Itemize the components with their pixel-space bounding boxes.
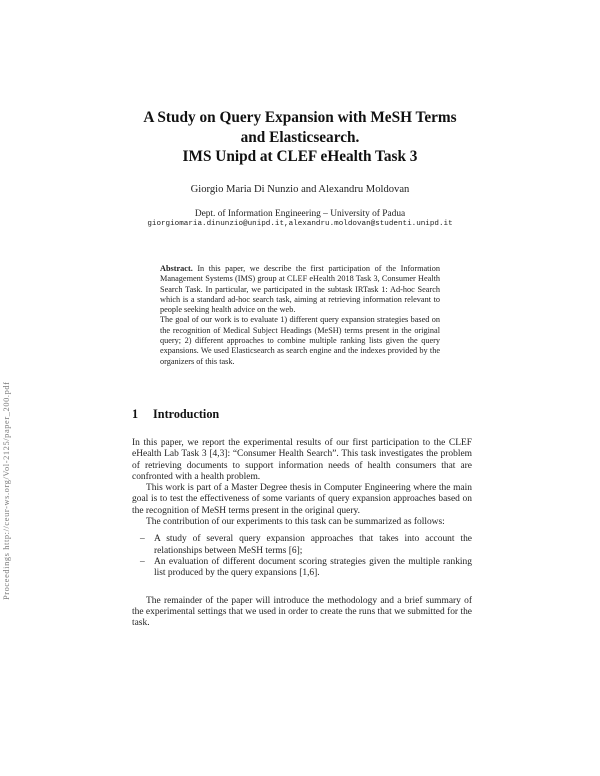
paper-title xyxy=(100,108,500,167)
body-paragraph: The contribution of our experiments to this task can be summarized as follows: xyxy=(146,517,445,528)
title-line: and Elasticsearch. xyxy=(240,128,360,146)
abstract-paragraph: The goal of our work is to evaluate 1) different query expansion strategies based on the recognition of Medical Subject Headings (MeSH) terms present in the original query; 2) different approaches to combine multiple ranking lists given the query expansions. We used Elasticsearch as search engine and the indexes provided by the organizers of this task. xyxy=(160,315,440,366)
body-paragraph: The remainder of the paper will introduce the methodology and a brief summary of the experimental settings that we used in order to create the runs that we submitted for the task. xyxy=(132,595,472,629)
abstract-paragraph xyxy=(160,264,440,315)
section-title: Introduction xyxy=(153,407,220,421)
contribution-list xyxy=(132,534,472,579)
abstract-label: Abstract. xyxy=(160,264,193,273)
emails: giorgiomaria.dinunzio@unipd.it,alexandru.moldovan@studenti.unipd.it xyxy=(147,220,453,228)
section-number: 1 xyxy=(132,407,139,421)
authors: Giorgio Maria Di Nunzio and Alexandru Moldovan xyxy=(190,184,410,195)
body-paragraph: In this paper, we report the experimental results of our first participation to the CLEF eHealth Lab Task 3 [4,3]: “Consumer Health Search”. This task investigates the problem of retrieving documents to support information needs of health consumers that are confronted with a health problem. xyxy=(132,438,472,482)
sidebar-stamp-text: Proceedings http://ceur-ws.org/Vol-2125/paper_200.pdf xyxy=(2,381,11,600)
list-item xyxy=(132,557,472,580)
title-line: A Study on Query Expansion with MeSH Terms xyxy=(143,109,457,126)
abstract xyxy=(160,264,440,367)
list-item xyxy=(132,534,472,557)
list-bullet: – xyxy=(140,556,145,567)
body-text xyxy=(132,438,472,629)
sidebar-stamp xyxy=(0,380,16,600)
body-paragraph: This work is part of a Master Degree thesis in Computer Engineering where the main goal is to test the effectiveness of some variants of query expansion approaches based on the recognition of MeSH terms present in the original query. xyxy=(132,483,472,516)
section-heading xyxy=(132,407,219,422)
list-bullet: – xyxy=(140,534,145,545)
title-line: IMS Unipd at CLEF eHealth Task 3 xyxy=(182,148,418,165)
list-item-text: A study of several query expansion approaches that takes into account the relationships between MeSH terms [6]; xyxy=(154,534,472,556)
affiliation: Dept. of Information Engineering – University of Padua xyxy=(194,209,406,219)
list-item-text: An evaluation of different document scoring strategies given the multiple ranking list produced by the query expansions [1,6]. xyxy=(154,556,472,579)
spacer xyxy=(132,586,472,596)
abstract-text: In this paper, we describe the first participation of the Information Management Systems (IMS) group at CLEF eHealth 2018 Task 3, Consumer Health Search Task. In particular, we participated in the subtask IRTask 1: Ad-hoc Search which is a standard ad-hoc search task, aiming at retrieving information relevant to people seeking health advice on the web. xyxy=(160,264,441,315)
